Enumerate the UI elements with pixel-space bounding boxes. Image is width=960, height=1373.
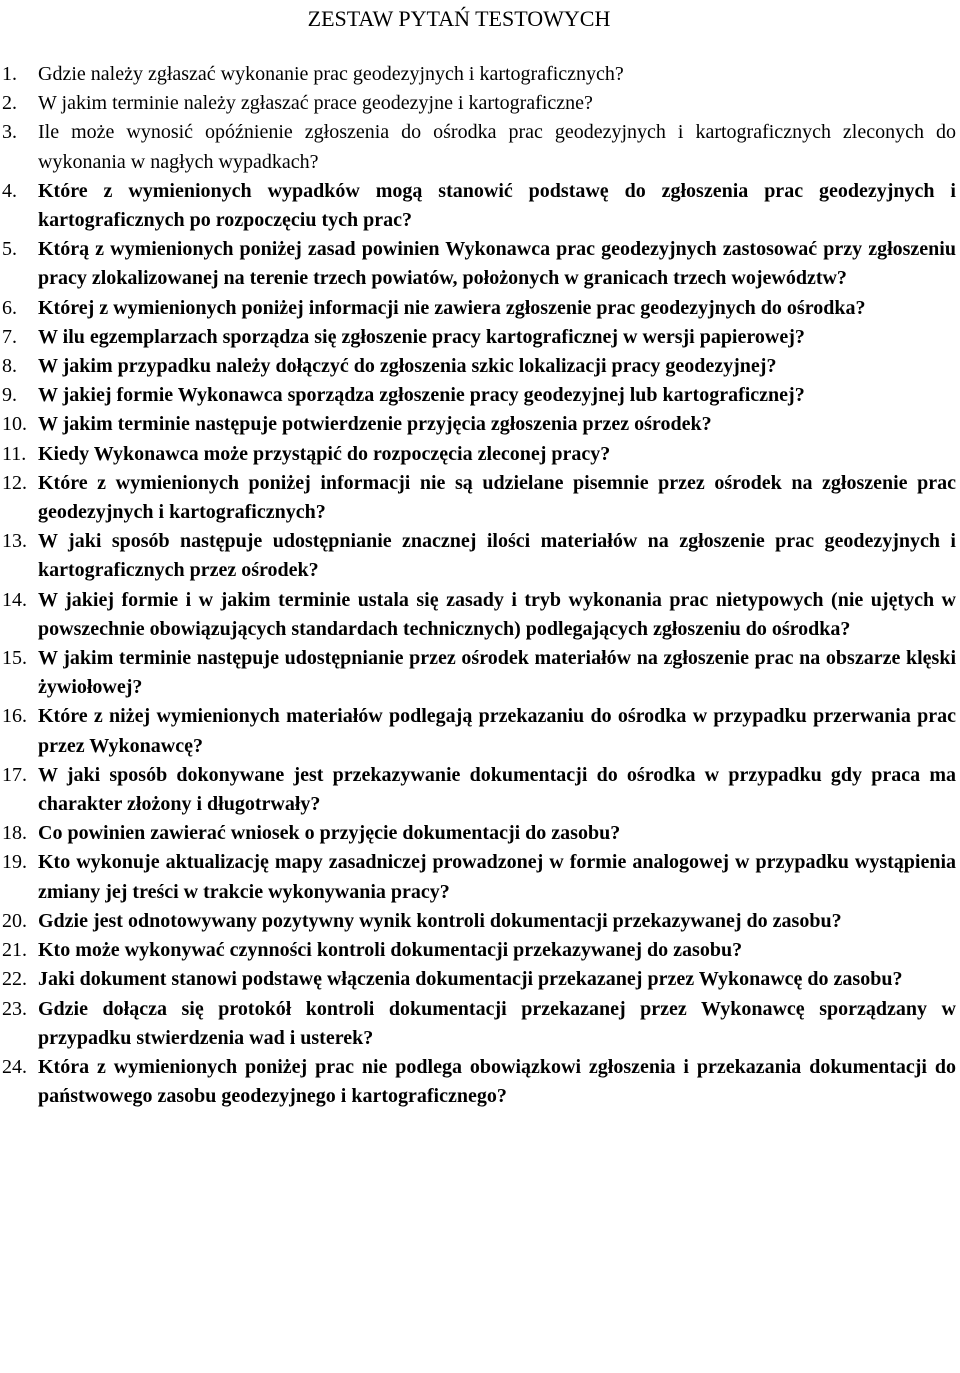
question-number: 11. <box>2 442 27 465</box>
question-item <box>0 995 956 1053</box>
question-item <box>0 235 956 293</box>
question-number: 6. <box>2 296 17 319</box>
question-number: 1. <box>2 63 17 85</box>
question-number: 3. <box>2 121 17 144</box>
question-number: 5. <box>2 238 17 261</box>
question-number: 20. <box>2 909 27 932</box>
question-text: W jakim terminie następuje potwierdzenie przyjęcia zgłoszenia przez ośrodek? <box>38 413 712 436</box>
question-text: Jaki dokument stanowi podstawę włączenia dokumentacji przekazanej przez Wykonawcę do zasobu? <box>38 968 903 991</box>
question-item <box>0 323 956 352</box>
question-item <box>0 702 956 760</box>
question-item <box>0 410 956 439</box>
question-text: Które z niżej wymienionych materiałów podlegają przekazaniu do ośrodka w przypadku przerwania prac przez Wykonawcę? <box>38 705 956 757</box>
question-number: 13. <box>2 530 27 553</box>
question-item <box>0 527 956 585</box>
question-text: Którą z wymienionych poniżej zasad powinien Wykonawca prac geodezyjnych zastosować przy zgłoszeniu pracy zlokalizowanej na terenie trzech powiatów, położonych w granicach trzech województw? <box>38 238 956 290</box>
question-item <box>0 352 956 381</box>
question-number: 23. <box>2 997 27 1020</box>
question-number: 18. <box>2 822 27 845</box>
question-number: 24. <box>2 1055 27 1078</box>
question-number: 4. <box>2 179 17 202</box>
question-number: 17. <box>2 763 27 786</box>
question-text: Gdzie jest odnotowywany pozytywny wynik kontroli dokumentacji przekazywanej do zasobu? <box>38 909 842 932</box>
question-item <box>0 644 956 702</box>
question-item <box>0 586 956 644</box>
question-list <box>0 60 956 1111</box>
question-number: 16. <box>2 705 27 728</box>
question-text: Kto wykonuje aktualizację mapy zasadniczej prowadzonej w formie analogowej w przypadku wystąpienia zmiany jej treści w trakcie wykonywania pracy? <box>38 851 956 903</box>
page-title: ZESTAW PYTAŃ TESTOWYCH <box>307 6 611 31</box>
question-text: W jakim terminie następuje udostępnianie przez ośrodek materiałów na zgłoszenie prac na obszarze klęski żywiołowej? <box>38 647 956 699</box>
question-text: Kto może wykonywać czynności kontroli dokumentacji przekazywanej do zasobu? <box>38 939 743 962</box>
question-item <box>0 469 956 527</box>
question-number: 10. <box>2 413 27 436</box>
question-number: 7. <box>2 325 17 348</box>
question-text: Które z wymienionych wypadków mogą stanowić podstawę do zgłoszenia prac geodezyjnych i kartograficznych po rozpoczęciu tych prac? <box>38 179 956 232</box>
question-item <box>0 177 956 235</box>
question-number: 14. <box>2 588 27 611</box>
question-text: W ilu egzemplarzach sporządza się zgłoszenie pracy kartograficznej w wersji papierowej? <box>38 325 805 348</box>
question-text: W jaki sposób dokonywane jest przekazywanie dokumentacji do ośrodka w przypadku gdy praca ma charakter złożony i długotrwały? <box>38 763 956 816</box>
question-item <box>0 1053 956 1111</box>
question-item <box>0 965 956 994</box>
question-number: 19. <box>2 851 27 874</box>
question-text: Która z wymienionych poniżej prac nie podlega obowiązkowi zgłoszenia i przekazania dokumentacji do państwowego zasobu geodezyjnego i kartograficznego? <box>38 1055 956 1108</box>
question-item <box>0 936 956 965</box>
question-text: W jakim terminie należy zgłaszać prace geodezyjne i kartograficzne? <box>38 92 593 115</box>
question-text: W jakiej formie i w jakim terminie ustala się zasady i tryb wykonania prac nietypowych (nie ujętych w powszechnie obowiązujących standardach technicznych) podlegających zgłoszeniu do ośrodka? <box>38 588 956 640</box>
question-text: Ile może wynosić opóźnienie zgłoszenia do ośrodka prac geodezyjnych i kartograficznych zleconych do wykonania w nagłych wypadkach? <box>38 121 956 173</box>
question-item <box>0 440 956 469</box>
question-number: 2. <box>2 92 17 115</box>
question-number: 12. <box>2 471 27 494</box>
question-item <box>0 294 956 323</box>
question-text: Gdzie należy zgłaszać wykonanie prac geodezyjnych i kartograficznych? <box>38 63 624 85</box>
question-number: 15. <box>2 647 27 670</box>
question-item <box>0 761 956 819</box>
question-text: Której z wymienionych poniżej informacji nie zawiera zgłoszenie prac geodezyjnych do ośrodka? <box>38 296 866 319</box>
question-text: Co powinien zawierać wniosek o przyjęcie dokumentacji do zasobu? <box>38 822 621 845</box>
question-item <box>0 89 956 118</box>
question-text: Które z wymienionych poniżej informacji nie są udzielane pisemnie przez ośrodek na zgłoszenie prac geodezyjnych i kartograficznych? <box>38 471 956 524</box>
question-item <box>0 819 956 848</box>
question-item <box>0 60 956 89</box>
question-text: W jakim przypadku należy dołączyć do zgłoszenia szkic lokalizacji pracy geodezyjnej? <box>38 355 777 378</box>
question-item <box>0 907 956 936</box>
question-number: 8. <box>2 355 17 378</box>
question-text: Gdzie dołącza się protokół kontroli dokumentacji przekazanej przez Wykonawcę sporządzany w przypadku stwierdzenia wad i usterek? <box>38 997 956 1049</box>
question-number: 9. <box>2 384 17 407</box>
question-text: W jakiej formie Wykonawca sporządza zgłoszenie pracy geodezyjnej lub kartograficznej? <box>38 384 805 407</box>
question-item <box>0 381 956 410</box>
question-item <box>0 848 956 906</box>
question-text: Kiedy Wykonawca może przystąpić do rozpoczęcia zleconej pracy? <box>38 442 611 465</box>
question-text: W jaki sposób następuje udostępnianie znacznej ilości materiałów na zgłoszenie prac geodezyjnych i kartograficznych przez ośrodek? <box>38 530 956 582</box>
question-item <box>0 118 956 176</box>
question-number: 21. <box>2 939 27 962</box>
question-number: 22. <box>2 968 27 991</box>
